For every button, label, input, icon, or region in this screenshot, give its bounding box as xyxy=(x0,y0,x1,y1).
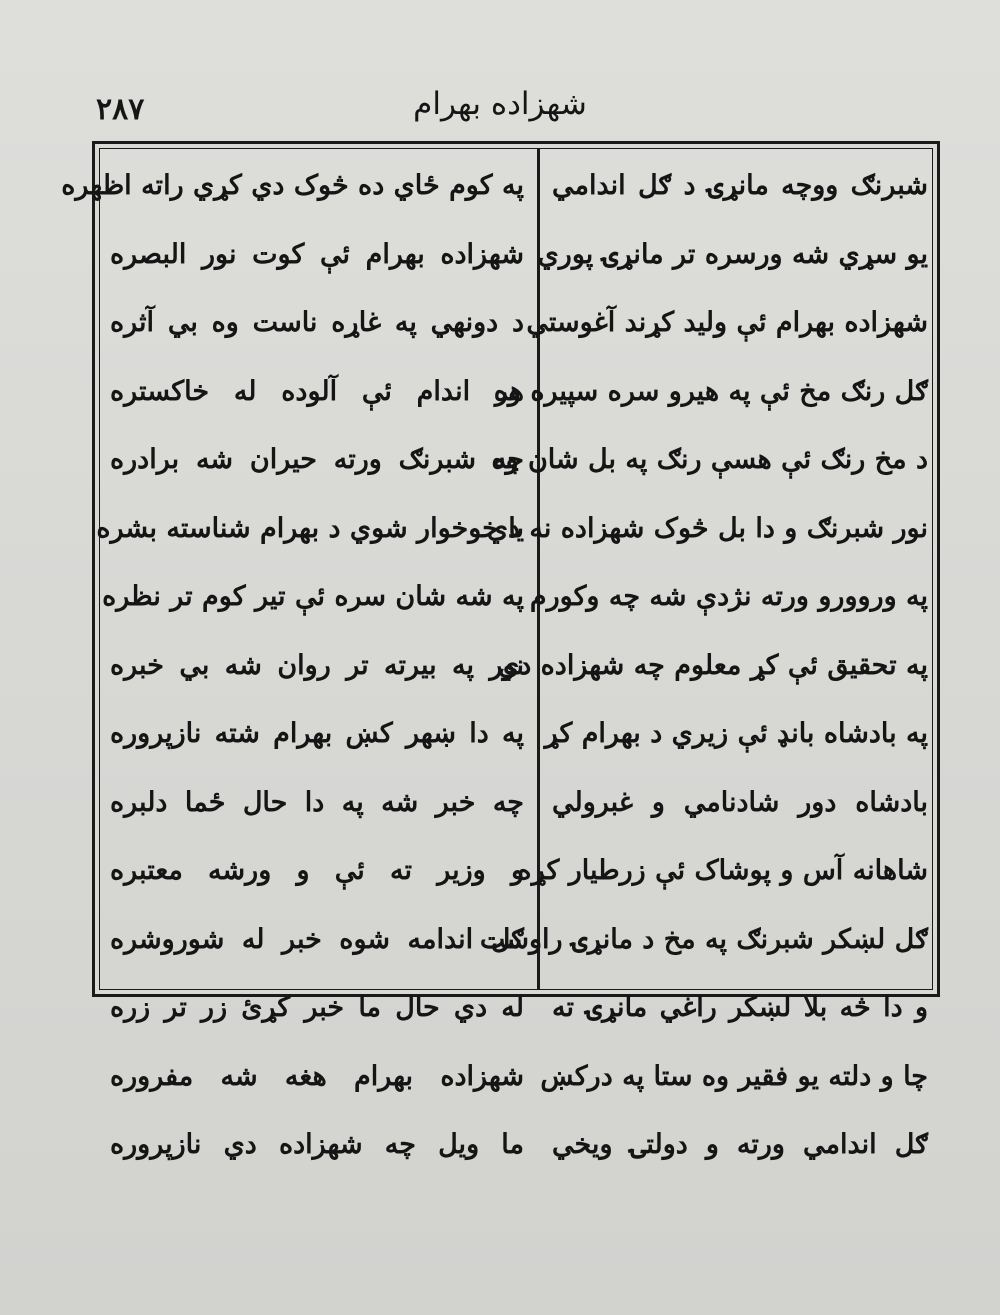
verse-line: ګل اندامه شوه خبر له شوروشره xyxy=(110,923,524,955)
verse-line: نور په بیرته تر روان شه بي خبره xyxy=(110,649,524,681)
verse-line: یا خوخوار شوي د بهرام شناسته بشره xyxy=(96,512,524,544)
verse-line: شاهانه آس و پوشاک ئې زرطیار کړه xyxy=(517,855,928,886)
verse-line: شهزاده بهرام ئې کوت نور البصره xyxy=(110,238,524,270)
verse-line: شبرنګ ووچه مانړۍ د ګل اندامي xyxy=(552,170,928,201)
verse-line: و دا څه بلا لښکر راغي مانړۍ ته xyxy=(552,992,928,1023)
verse-line: شهزاده بهرام ئې ولید کړند آغوستي xyxy=(526,307,928,338)
right-column xyxy=(479,152,934,1160)
verse-line: له دي حال ما خبر کړئ زر تر زره xyxy=(110,992,524,1023)
left-column xyxy=(61,152,530,1160)
verse-line: په بادشاه بانډ ئې زیري د بهرام کړ xyxy=(544,718,928,749)
verse-line: نور شبرنګ و دا بل څوک شهزاده نه دي xyxy=(486,512,928,544)
verse-line: په دا ښهر کښ بهرام شته نازپروره xyxy=(110,718,524,749)
verse-line: چه شبرنګ ورته حیران شه برادره xyxy=(110,444,524,475)
verse-line: و وزیر ته ئې و ورشه معتبره xyxy=(110,855,524,886)
verse-line: ګل رنګ مخ ئې په هیرو سره سپیره وه xyxy=(493,375,928,407)
verse-line: په تحقیق ئې کړ معلوم چه شهزاده دي xyxy=(498,649,928,681)
verse-line: په کوم ځاي ده څوک دي کړي راته اظهره xyxy=(61,170,524,201)
verse-line: ما ویل چه شهزاده دي نازپروره xyxy=(110,1129,524,1160)
verse-line: شهزاده بهرام هغه شه مفروره xyxy=(110,1060,524,1092)
verse-line: د دونهي په غاړه ناست وه بي آثره xyxy=(110,307,524,338)
verse-line: هر اندام ئې آلوده له خاکستره xyxy=(110,375,524,407)
verse-line: بادشاه دور شادنامي و غبرولي xyxy=(552,786,928,818)
verse-line: په وروورو ورته نژدې شه چه وکورم xyxy=(529,581,928,612)
verse-line: چه خبر شه په دا حال ځما دلبره xyxy=(110,786,524,818)
running-title: شهزاده بهرام xyxy=(413,86,587,122)
verse-line: ګل لښکر شبرنګ په مخ د مانړۍ راوست xyxy=(479,923,928,955)
verse-line: چا و دلته یو فقیر وه ستا په درکښ xyxy=(540,1060,928,1092)
verse-line: په شه شان سره ئې تیر کوم تر نظره xyxy=(102,581,524,612)
verse-line: یو سړي شه ورسره تر مانړۍ پوري xyxy=(537,238,928,270)
verse-line: د مخ رنګ ئې هسې رنګ په بل شان وه xyxy=(491,444,928,475)
verse-line: ګل اندامي ورته و دولتۍ ویخي xyxy=(552,1129,928,1160)
page-number: ٢٨٧ xyxy=(96,92,145,127)
